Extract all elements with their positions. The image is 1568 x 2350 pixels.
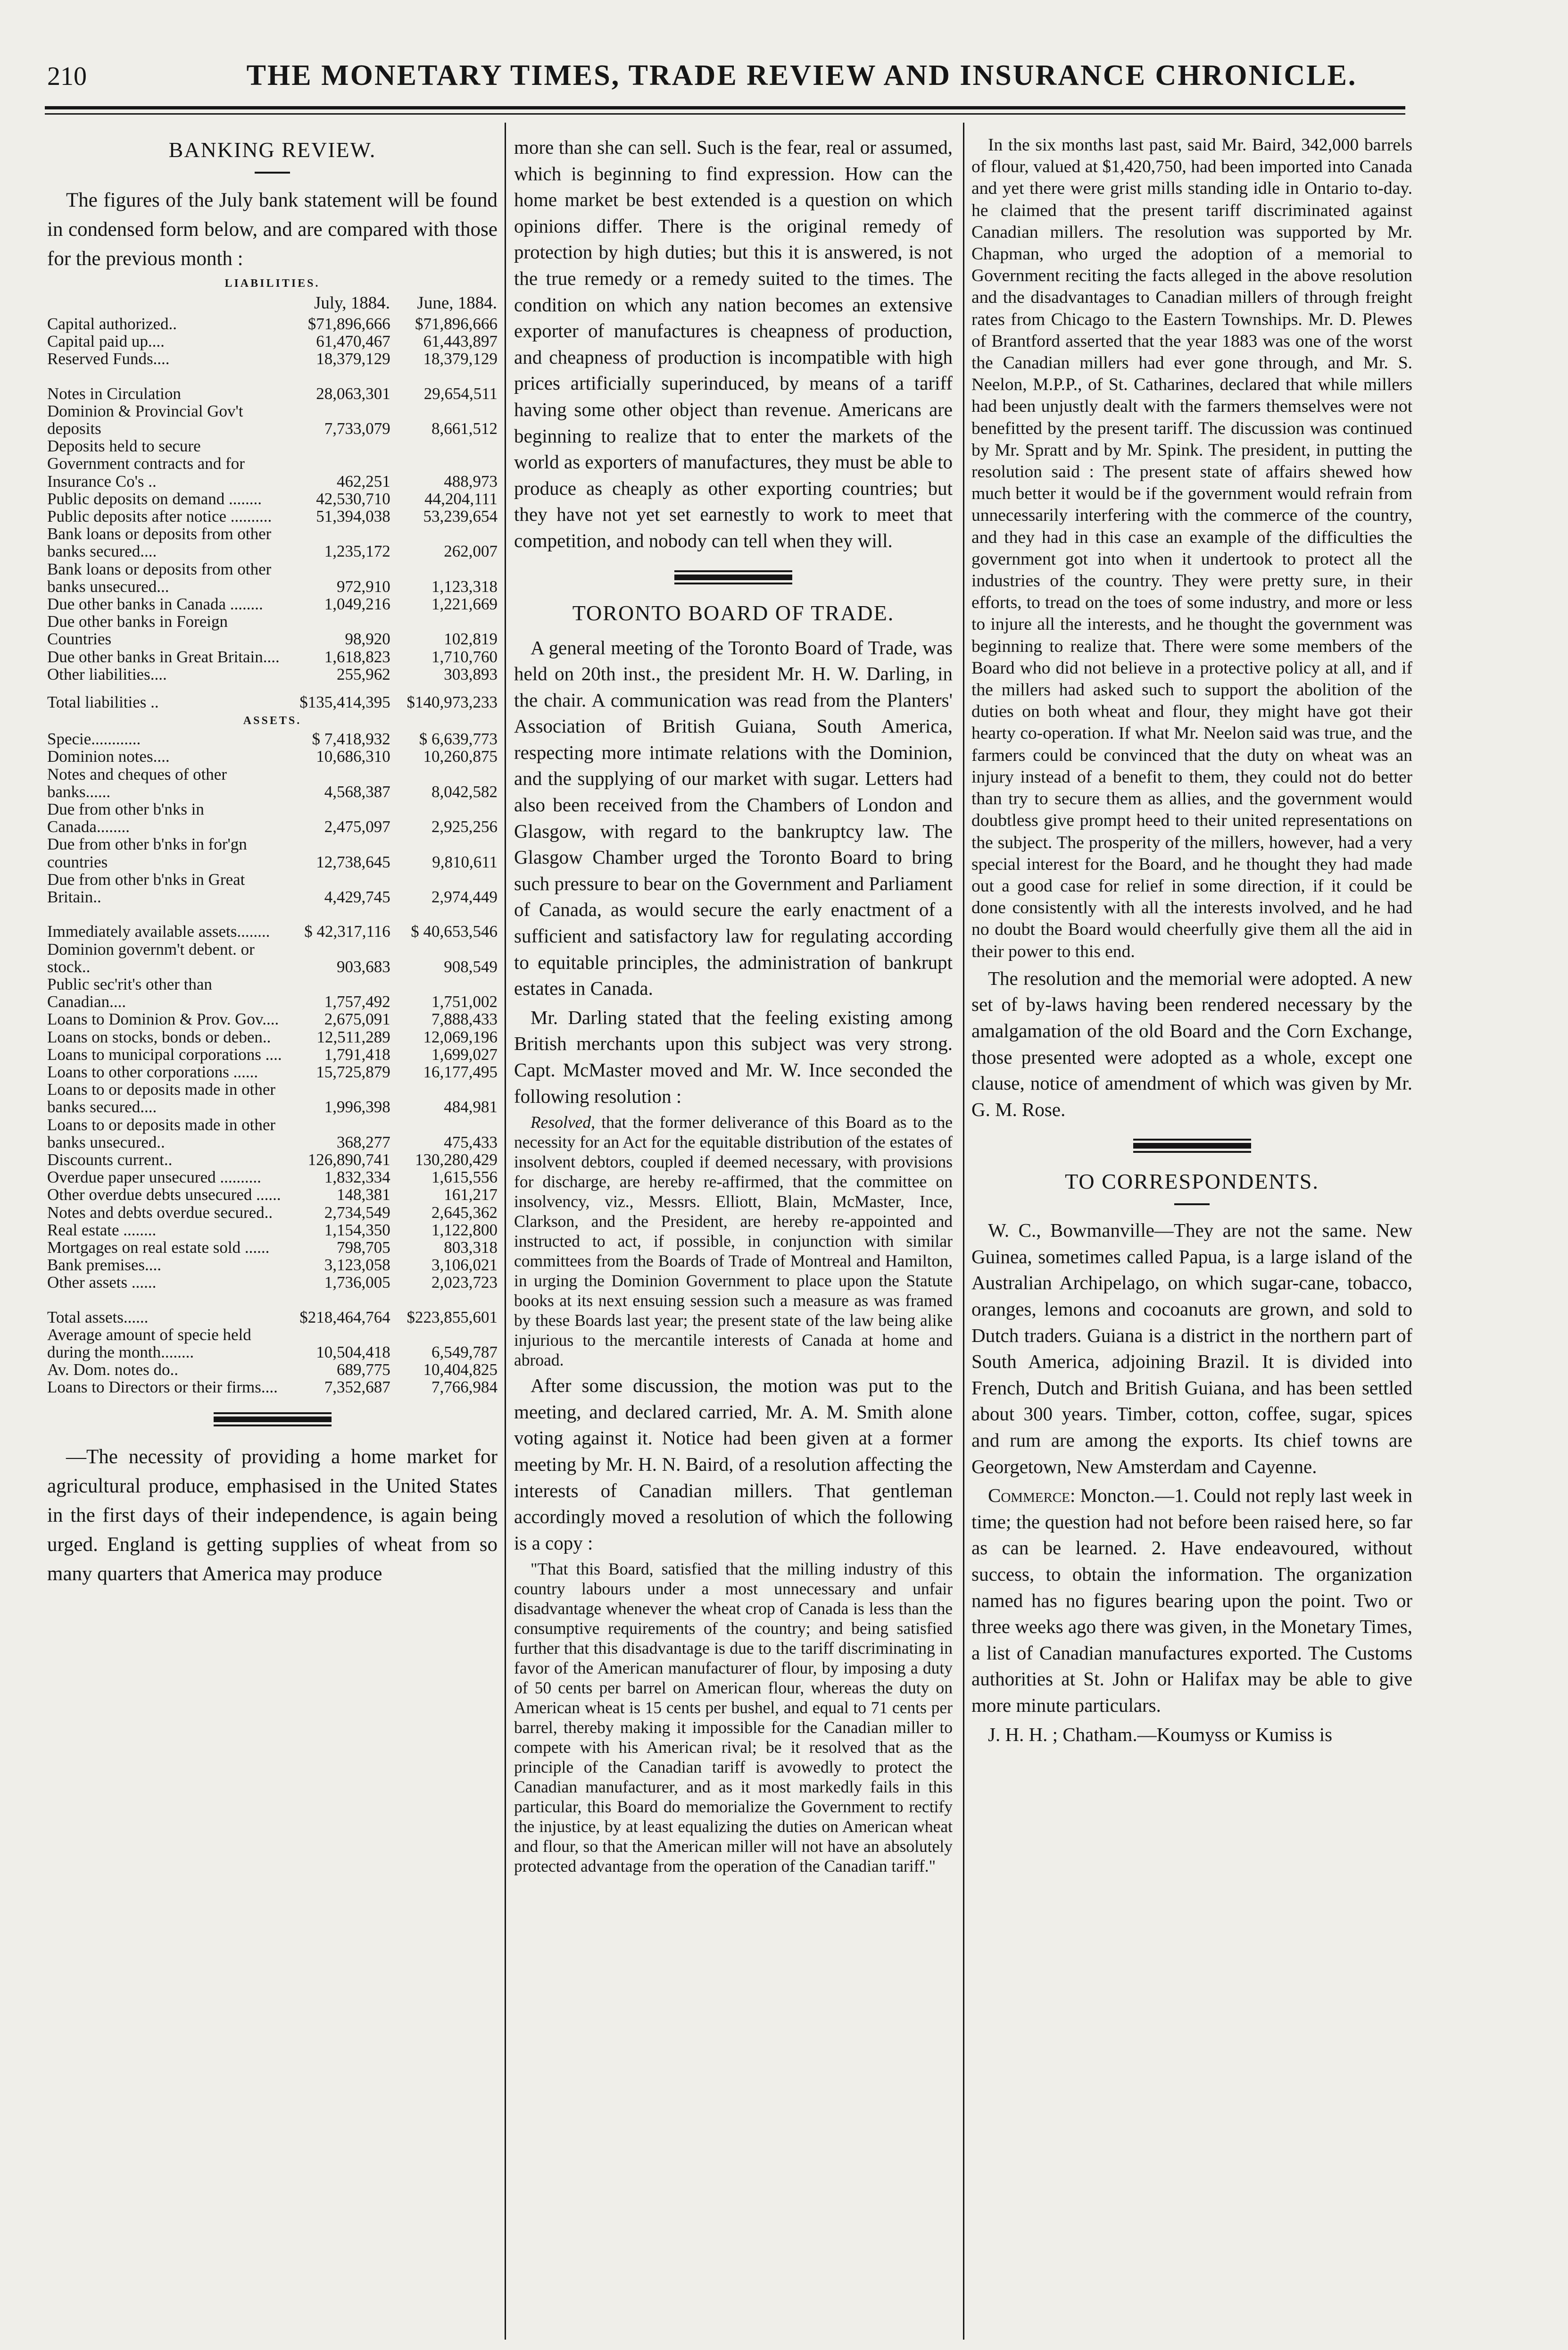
value-july: 972,910 bbox=[337, 577, 390, 596]
table-row bbox=[47, 923, 498, 940]
value-june: 12,069,196 bbox=[423, 1027, 498, 1046]
value-july: 15,725,879 bbox=[316, 1062, 390, 1081]
column-3 bbox=[971, 134, 1412, 1750]
value-june: 29,654,511 bbox=[423, 384, 498, 403]
column-divider-2 bbox=[963, 123, 964, 2340]
board-p1: A general meeting of the Toronto Board of Trade, was held on 20th inst., the president Mr. H. W. Darling, in the chair. A communication was read from the Planters' Association of British Guiana, South America, respecting more intimate relations with the Dominion, and the supplying of our market with sugar. Letters had also been received from the Chambers of London and Glasgow, with regard to the bankruptcy law. The Glasgow Chamber urged the Toronto Board to bring such pressure to bear on the Government and Parliament of Canada, as would secure the early enactment of a sufficient and satisfactory law for regulating according to equitable principles, the administration of bankrupt estates in Canada. bbox=[514, 636, 953, 1000]
value-july: 98,920 bbox=[345, 630, 390, 649]
table-row bbox=[47, 560, 498, 595]
value-june: 6,549,787 bbox=[431, 1342, 498, 1361]
value-june: 1,699,027 bbox=[431, 1045, 498, 1064]
row-label: Reserved Funds.... bbox=[47, 350, 170, 368]
commerce-lead: Commerce bbox=[988, 1484, 1070, 1507]
value-july: 12,738,645 bbox=[316, 852, 390, 871]
value-june: 10,404,825 bbox=[423, 1360, 498, 1379]
row-label: Due other banks in Canada ........ bbox=[47, 595, 263, 614]
section-ornament bbox=[214, 1412, 332, 1426]
row-label: Capital paid up.... bbox=[47, 332, 165, 351]
row-label: Due from other b'nks in for'gn countries bbox=[47, 835, 247, 871]
value-june: 1,221,669 bbox=[431, 595, 498, 614]
value-july: 4,429,745 bbox=[324, 888, 390, 907]
value-july: 903,683 bbox=[337, 957, 390, 976]
value-june: 44,204,111 bbox=[424, 489, 498, 508]
table-row bbox=[47, 800, 498, 835]
row-label: Due from other b'nks in Great Britain.. bbox=[47, 870, 245, 907]
value-june: 130,280,429 bbox=[415, 1150, 498, 1169]
value-june: 7,888,433 bbox=[431, 1010, 498, 1029]
value-july: 2,675,091 bbox=[324, 1010, 390, 1029]
table-row bbox=[47, 437, 498, 490]
value-july: 1,154,350 bbox=[324, 1220, 390, 1239]
table-row bbox=[47, 613, 498, 648]
value-june: 488,973 bbox=[444, 472, 498, 491]
table-row bbox=[47, 1063, 498, 1081]
value-june: 803,318 bbox=[444, 1238, 498, 1257]
table-row bbox=[47, 1378, 498, 1396]
title-rule bbox=[1174, 1203, 1210, 1205]
value-june: 102,819 bbox=[444, 630, 498, 649]
value-july: 28,063,301 bbox=[316, 384, 390, 403]
table-row bbox=[47, 508, 498, 525]
table-row bbox=[47, 350, 498, 367]
value-june: 7,766,984 bbox=[431, 1378, 498, 1397]
table-row bbox=[47, 648, 498, 666]
table-row bbox=[47, 402, 498, 437]
value-june: 262,007 bbox=[444, 542, 498, 561]
row-label: Bank loans or deposits from other banks secured.... bbox=[47, 525, 272, 561]
value-june: 484,981 bbox=[444, 1098, 498, 1117]
value-july: 126,890,741 bbox=[307, 1150, 390, 1169]
board-of-trade-title: TORONTO BOARD OF TRADE. bbox=[572, 600, 895, 625]
row-label: Other liabilities.... bbox=[47, 665, 167, 683]
table-row bbox=[47, 1010, 498, 1028]
row-label: Loans to Directors or their firms.... bbox=[47, 1378, 278, 1397]
value-july: 1,996,398 bbox=[324, 1098, 390, 1117]
table-row bbox=[47, 1151, 498, 1168]
baird-resolution-quote: "That this Board, satisfied that the milling industry of this country labours under a most unnecessary and unfair disadvantage whenever the wheat crop of Canada is less than the consumptive requirements of the country; and being satisfied further that this disadvantage is due to the tariff discriminating in favor of the American manufacturer of flour, by imposing a duty of 50 cents per barrel on American flour, whereas the duty on American wheat is 15 cents per bushel, and equal to 71 cents per barrel, thereby making it impossible for the Canadian miller to compete with his American rival; be it resolved that as the principle of the Canadian tariff is avowedly to protect the Canadian manufacturer, and as it most markedly fails in this particular, this Board do memorialize the Government to rectify the injustice, by at least equalizing the duties on American wheat and flour, so that the American miller will not have an absolutely protected advantage from the operation of the Canadian tariff." bbox=[514, 1559, 953, 1876]
row-label: Due other banks in Great Britain.... bbox=[47, 647, 280, 666]
value-july: 1,235,172 bbox=[324, 542, 390, 561]
row-label: Loans to municipal corporations .... bbox=[47, 1045, 282, 1064]
value-june: 61,443,897 bbox=[423, 332, 498, 351]
value-june: 9,810,611 bbox=[432, 852, 498, 871]
table-row bbox=[47, 835, 498, 870]
section-ornament bbox=[674, 570, 792, 584]
table-row bbox=[47, 1081, 498, 1116]
statement-column-headers bbox=[47, 293, 498, 313]
liabilities-heading: LIABILITIES. bbox=[224, 277, 320, 290]
value-june: 53,239,654 bbox=[423, 507, 498, 526]
row-label: Dominion & Provincial Gov't deposits bbox=[47, 401, 243, 438]
value-july: 42,530,710 bbox=[316, 489, 390, 508]
row-label: Notes and cheques of other banks...... bbox=[47, 765, 227, 801]
table-row bbox=[47, 490, 498, 508]
value-july: 462,251 bbox=[337, 472, 390, 491]
value-july: 2,475,097 bbox=[324, 817, 390, 836]
row-label: Mortgages on real estate sold ...... bbox=[47, 1238, 270, 1257]
value-july: 2,734,549 bbox=[324, 1203, 390, 1222]
value-july: 18,379,129 bbox=[316, 350, 390, 368]
value-june: 908,549 bbox=[444, 957, 498, 976]
correspondents-p1: W. C., Bowmanville—They are not the same. New Guinea, sometimes called Papua, is a large island of the Australian Archipelago, on which sugar-cane, tobacco, oranges, lemons and cocoanuts are grown, and sold to Dutch traders. Guiana is a district in the northern part of South America, adjoining Brazil. It is divided into French, Dutch and British Guiana, and has been settled about 300 years. Timber, cotton, coffee, sugar, spices and rum are among the exports. Its chief towns are Georgetown, New Amsterdam and Cayenne. bbox=[971, 1219, 1412, 1477]
row-label: Immediately available assets........ bbox=[47, 922, 270, 941]
row-label: Dominion notes.... bbox=[47, 747, 170, 766]
table-row bbox=[47, 1028, 498, 1046]
value-july: 255,962 bbox=[337, 665, 390, 683]
resolved-text: that the former deliverance of this Board as to the necessity for an Act for the equitable distribution of the estates of insolvent debtors, coupled if deemed necessary, with provisions for discharge, are hereby re-affirmed, that the committee on insolvency, viz., Messrs. Elliott, Blain, McMaster, Ince, Clarkson, and the President, are hereby re-appointed and instructed to act, if possible, in conjunction with similar committees from the Boards of Trade of Montreal and Hamilton, in urging the Dominion Government to place upon the Statute books at its next ensuing session such a measure as was framed by these Boards last year; the present state of the law being alike injurious to the mercantile interests of Canada at home and abroad. bbox=[514, 1113, 953, 1370]
col-june: June, 1884. bbox=[417, 293, 497, 313]
table-row bbox=[47, 1326, 498, 1361]
value-june: 1,710,760 bbox=[431, 647, 498, 666]
value-july: 10,504,418 bbox=[316, 1342, 390, 1361]
row-label: Notes and debts overdue secured.. bbox=[47, 1203, 273, 1222]
row-label: Capital authorized.. bbox=[47, 315, 177, 333]
value-june: 1,615,556 bbox=[431, 1168, 498, 1187]
row-label: Loans to other corporations ...... bbox=[47, 1062, 258, 1081]
row-label: Loans to Dominion & Prov. Gov.... bbox=[47, 1010, 279, 1029]
row-label: Total liabilities .. bbox=[47, 693, 159, 712]
value-july: 148,381 bbox=[337, 1185, 390, 1204]
table-row bbox=[47, 871, 498, 906]
banking-review-title: BANKING REVIEW. bbox=[168, 138, 376, 162]
liabilities-table bbox=[47, 385, 498, 683]
totals-table bbox=[47, 1308, 498, 1396]
value-july: 10,686,310 bbox=[316, 747, 390, 766]
board-col3-p2: The resolution and the memorial were adopted. A new set of by-laws having been rendered necessary by the amalgamation of the old Board and the Corn Exchange, those presented were adopted as a whole, except one clause, notice of amendment of which was given by Mr. G. M. Rose. bbox=[971, 967, 1412, 1120]
row-label: Notes in Circulation bbox=[47, 384, 181, 403]
table-row bbox=[47, 1274, 498, 1291]
page-number: 210 bbox=[47, 62, 87, 91]
row-label: Loans to or deposits made in other banks unsecured.. bbox=[47, 1115, 276, 1151]
correspondents-p2-text: : Moncton.—1. Could not reply last week in time; the question had not before been raised here, so far as can be learned. 2. Have endeavoured, without success, to obtain the information. The organization named has no figures bearing upon the point. Two or three weeks ago there was given, in the Monetary Times, a list of Canadian manufactures exported. The Customs authorities at St. John or Halifax may be able to give more minute particulars. bbox=[971, 1484, 1412, 1716]
value-july: 51,394,038 bbox=[316, 507, 390, 526]
total-liabilities-table bbox=[47, 683, 498, 711]
table-row bbox=[47, 730, 498, 748]
table-row bbox=[47, 1308, 498, 1326]
value-july: 3,123,058 bbox=[324, 1256, 390, 1275]
value-july: 4,568,387 bbox=[324, 782, 390, 801]
row-label: Total assets...... bbox=[47, 1308, 149, 1326]
value-july: 689,775 bbox=[337, 1360, 390, 1379]
table-row bbox=[47, 525, 498, 560]
liabilities-top-table bbox=[47, 315, 498, 368]
row-label: Due from other b'nks in Canada........ bbox=[47, 800, 204, 836]
value-july: $218,464,764 bbox=[299, 1308, 390, 1326]
row-label: Discounts current.. bbox=[47, 1150, 173, 1169]
board-p2: Mr. Darling stated that the feeling existing among British merchants upon this subject was very strong. Capt. McMaster moved and Mr. W. Ince seconded the following resolution : bbox=[514, 1006, 953, 1107]
table-row bbox=[47, 941, 498, 975]
table-row bbox=[47, 1168, 498, 1186]
value-july: 61,470,467 bbox=[316, 332, 390, 351]
value-june: 3,106,021 bbox=[431, 1256, 498, 1275]
table-row bbox=[47, 1204, 498, 1221]
value-july: 1,736,005 bbox=[324, 1273, 390, 1292]
value-july: 12,511,289 bbox=[316, 1027, 390, 1046]
assets-table-2 bbox=[47, 923, 498, 1291]
row-label: Other overdue debts unsecured ...... bbox=[47, 1185, 281, 1204]
table-row bbox=[47, 595, 498, 613]
table-row bbox=[47, 975, 498, 1010]
value-july: 1,618,823 bbox=[324, 647, 390, 666]
header-rule bbox=[45, 106, 1405, 109]
row-label: Specie............ bbox=[47, 730, 141, 749]
row-label: Loans on stocks, bonds or deben.. bbox=[47, 1027, 271, 1046]
total-row bbox=[47, 683, 498, 711]
row-label: Bank loans or deposits from other banks unsecured... bbox=[47, 559, 272, 596]
value-july: 1,757,492 bbox=[324, 992, 390, 1011]
home-market-p1: —The necessity of providing a home market for agricultural produce, emphasised in the United States in the first days of their independence, is again being urged. England is getting supplies of wheat from so many quarters that America may produce bbox=[47, 1445, 498, 1585]
table-row bbox=[47, 1046, 498, 1063]
value-july: 7,352,687 bbox=[324, 1378, 390, 1397]
value-june: 1,751,002 bbox=[431, 992, 498, 1011]
column-1 bbox=[47, 134, 498, 1592]
title-rule bbox=[255, 172, 290, 174]
value-june: $140,973,233 bbox=[407, 693, 498, 712]
correspondents-p2 bbox=[971, 1483, 1412, 1718]
home-market-p2: more than she can sell. Such is the fear, real or assumed, which is beginning to find expression. How can the home market be best extended is a question on which opinions differ. There is the original remedy of protection by high duties; but this it is answered, is not the true remedy or a remedy suited to the times. The condition on which any nation becomes an extensive exporter of manufactures is cheapness of production, and cheapness of production is incompatible with high prices artificially superinduced, by means of a tariff having some other object than revenue. Americans are beginning to realize that to enter the markets of the world as exporters of manufactures, they must be able to produce as cheaply as other exporting countries; but they have not yet set earnestly to work to meet that competition, and nobody can tell when they will. bbox=[514, 136, 953, 551]
value-june: 2,023,723 bbox=[431, 1273, 498, 1292]
board-col3-p1: In the six months last past, said Mr. Baird, 342,000 barrels of flour, valued at $1,420,750, had been imported into Canada and yet there were grist mills standing idle in Ontario to-day. he claimed that the present tariff discriminated against Canadian millers. The resolution was supported by Mr. Chapman, who urged the adoption of a memorial to Government reciting the facts alleged in the above resolution and the disadvantages to Canadian millers of through freight rates from Chicago to the Eastern Townships. Mr. D. Plewes of Brantford asserted that the year 1883 was one of the worst the Canadian millers had ever gone through, and Mr. S. Neelon, M.P.P., of St. Catharines, declared that while millers had been unjustly dealt with the farmers themselves were not benefitted by the present tariff. The discussion was continued by Mr. Spratt and by Mr. Spink. The president, in putting the resolution said : The present state of affairs shewed how much better it would be if the government would refrain from unnecessarily interfering with the commerce of the country, and they had in this case an example of the difficulties the government got into when it undertook to protect all the industries of the country. They were pretty sure, in their efforts, to tread on the toes of some industry, and more or less to injure all the interests, and he thought the government was beginning to realize that. There were some members of the Board who did not believe in a protective policy at all, and if the millers had asked such to support the abolition of the duties on both wheat and flour, they might have got their hearty co-operation. If what Mr. Neelon said was true, and the farmers could be convinced that the duty on wheat was an injury instead of a benefit to them, they could not do better than try to secure them as allies, and the government would doubtless give prompt heed to their united representations on the subject. The prosperity of the millers, however, had a very special interest for the Board, and he thought they had made out a good case for relief in some direction, if it could be done consistently with all the interests involved, and he had no doubt the Board would cheerfully give them all the aid in their power to this end. bbox=[971, 135, 1412, 961]
row-label: Due other banks in Foreign Countries bbox=[47, 612, 228, 649]
value-july: $71,896,666 bbox=[307, 315, 390, 333]
value-july: 368,277 bbox=[337, 1133, 390, 1151]
board-p3: After some discussion, the motion was put to the meeting, and declared carried, Mr. A. M. Smith alone voting against it. Notice had been given at a former meeting by Mr. H. N. Baird, of a resolution affecting the interests of Canadian millers. That gentleman accordingly moved a resolution of which the following is a copy : bbox=[514, 1375, 953, 1554]
value-july: $135,414,395 bbox=[299, 693, 390, 712]
table-row bbox=[47, 1221, 498, 1239]
value-june: 2,645,362 bbox=[431, 1203, 498, 1222]
value-june: 475,433 bbox=[444, 1133, 498, 1151]
value-june: 8,661,512 bbox=[431, 419, 498, 438]
value-july: 1,832,334 bbox=[324, 1168, 390, 1187]
table-row bbox=[47, 1256, 498, 1274]
value-july: $ 7,418,932 bbox=[312, 730, 390, 749]
section-ornament bbox=[1133, 1139, 1251, 1153]
assets-table bbox=[47, 730, 498, 906]
table-row bbox=[47, 1239, 498, 1256]
table-row bbox=[47, 333, 498, 350]
row-label: Av. Dom. notes do.. bbox=[47, 1360, 179, 1379]
row-label: Overdue paper unsecured .......... bbox=[47, 1168, 261, 1187]
table-row bbox=[47, 1361, 498, 1378]
table-row bbox=[47, 315, 498, 333]
row-label: Deposits held to secure Government contracts and for Insurance Co's .. bbox=[47, 437, 245, 491]
header-rule-thin bbox=[45, 113, 1405, 115]
value-june: 16,177,495 bbox=[423, 1062, 498, 1081]
value-june: 18,379,129 bbox=[423, 350, 498, 368]
value-june: $ 40,653,546 bbox=[411, 922, 498, 941]
value-june: $223,855,601 bbox=[407, 1308, 498, 1326]
col-july: July, 1884. bbox=[314, 293, 390, 313]
row-label: Public deposits on demand ........ bbox=[47, 489, 262, 508]
table-row bbox=[47, 766, 498, 800]
row-label: Public deposits after notice .......... bbox=[47, 507, 272, 526]
value-june: 10,260,875 bbox=[423, 747, 498, 766]
value-july: $ 42,317,116 bbox=[304, 922, 390, 941]
value-june: 303,893 bbox=[444, 665, 498, 683]
row-label: Other assets ...... bbox=[47, 1273, 157, 1292]
table-row bbox=[47, 748, 498, 765]
value-july: 798,705 bbox=[337, 1238, 390, 1257]
correspondents-p3: J. H. H. ; Chatham.—Koumyss or Kumiss is bbox=[988, 1723, 1333, 1745]
value-june: 8,042,582 bbox=[431, 782, 498, 801]
value-june: 1,123,318 bbox=[431, 577, 498, 596]
column-2 bbox=[514, 134, 953, 1879]
value-july: 7,733,079 bbox=[324, 419, 390, 438]
value-july: 1,049,216 bbox=[324, 595, 390, 614]
running-title: THE MONETARY TIMES, TRADE REVIEW AND INSURANCE CHRONICLE. bbox=[246, 59, 1357, 92]
table-row bbox=[47, 1116, 498, 1151]
value-june: $ 6,639,773 bbox=[419, 730, 498, 749]
value-june: 1,122,800 bbox=[431, 1220, 498, 1239]
assets-heading: ASSETS. bbox=[243, 715, 302, 727]
table-row bbox=[47, 666, 498, 683]
value-july: 1,791,418 bbox=[324, 1045, 390, 1064]
table-row bbox=[47, 1186, 498, 1203]
row-label: Dominion governm't debent. or stock.. bbox=[47, 940, 255, 976]
correspondents-title: TO CORRESPONDENTS. bbox=[1065, 1169, 1319, 1194]
value-june: 2,974,449 bbox=[431, 888, 498, 907]
value-june: $71,896,666 bbox=[415, 315, 498, 333]
row-label: Average amount of specie held during the month........ bbox=[47, 1325, 251, 1361]
resolved-word: Resolved, bbox=[531, 1113, 596, 1132]
table-row bbox=[47, 385, 498, 402]
row-label: Bank premises.... bbox=[47, 1256, 162, 1275]
column-divider-1 bbox=[505, 123, 506, 2340]
value-june: 161,217 bbox=[444, 1185, 498, 1204]
banking-intro: The figures of the July bank statement will be found in condensed form below, and are compared with those for the previous month : bbox=[47, 189, 498, 270]
row-label: Loans to or deposits made in other banks secured.... bbox=[47, 1080, 276, 1117]
value-june: 2,925,256 bbox=[431, 817, 498, 836]
board-resolution bbox=[514, 1112, 953, 1370]
row-label: Real estate ........ bbox=[47, 1220, 157, 1239]
row-label: Public sec'rit's other than Canadian.... bbox=[47, 975, 212, 1011]
